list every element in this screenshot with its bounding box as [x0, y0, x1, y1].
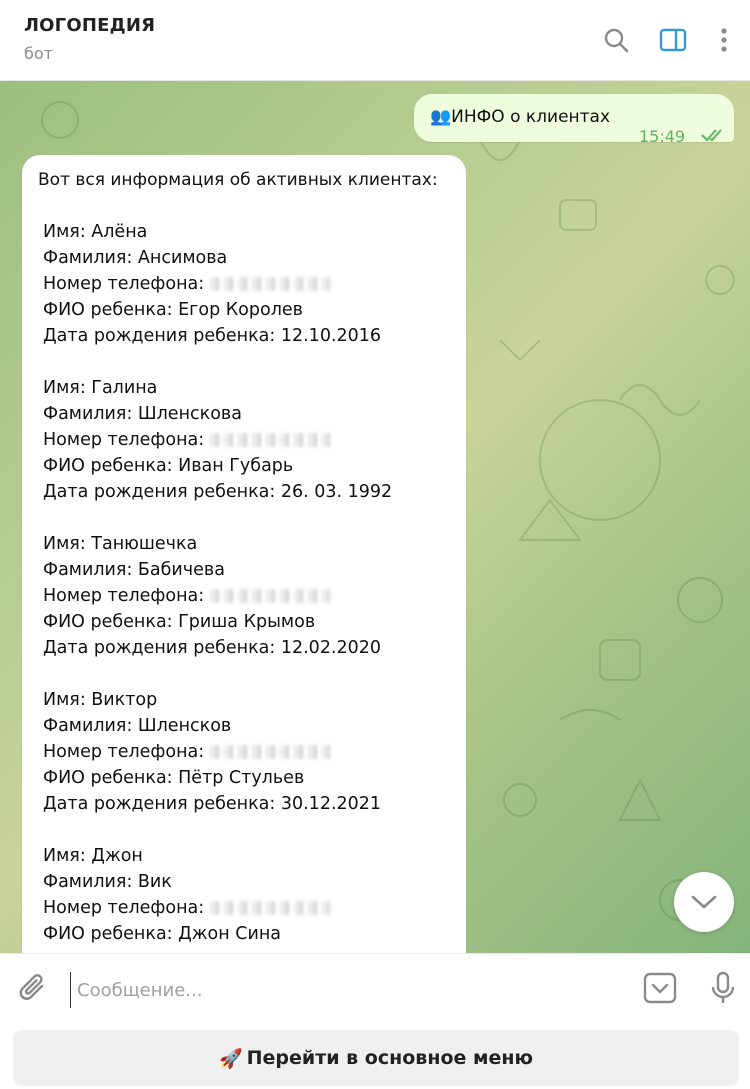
- client-surname: Фамилия: Шленсков: [43, 716, 232, 736]
- client-phone-row: [43, 895, 453, 921]
- client-record: [43, 843, 453, 947]
- chat-area[interactable]: [0, 80, 750, 953]
- chevron-down-icon: [690, 894, 718, 910]
- chat-title[interactable]: ЛОГОПЕДИЯ: [24, 15, 156, 36]
- masked-phone: [210, 433, 330, 447]
- scroll-down-button[interactable]: [674, 872, 734, 932]
- microphone-icon[interactable]: [708, 970, 738, 1010]
- client-phone-row: [43, 583, 453, 609]
- client-birthdate: Дата рождения ребенка: 12.10.2016: [43, 326, 382, 346]
- incoming-message[interactable]: [22, 155, 466, 953]
- outgoing-message[interactable]: [414, 94, 734, 146]
- client-phone-label: Номер телефона:: [43, 742, 205, 762]
- client-phone-label: Номер телефона:: [43, 586, 205, 606]
- client-name: Имя: Виктор: [43, 690, 158, 710]
- sidebar-toggle-icon[interactable]: [657, 24, 689, 56]
- main-menu-label: Перейти в основное меню: [246, 1047, 534, 1069]
- client-name: Имя: Джон: [43, 846, 143, 866]
- masked-phone: [210, 745, 330, 759]
- client-record: [43, 219, 453, 349]
- client-phone-label: Номер телефона:: [43, 274, 205, 294]
- client-name: Имя: Галина: [43, 378, 158, 398]
- client-surname: Фамилия: Ансимова: [43, 248, 228, 268]
- client-phone-row: [43, 271, 453, 297]
- client-record: [43, 531, 453, 661]
- client-child: ФИО ребенка: Егор Королев: [43, 300, 303, 320]
- people-emoji: 👥: [430, 107, 452, 127]
- client-birthdate: Дата рождения ребенка: 12.02.2020: [43, 638, 382, 658]
- chat-subtitle: бот: [24, 44, 53, 63]
- client-phone-row: [43, 739, 453, 765]
- keyboard-icon[interactable]: [642, 970, 678, 1010]
- client-birthdate: Дата рождения ребенка: 26. 03. 1992: [43, 482, 393, 502]
- client-name: Имя: Танюшечка: [43, 534, 198, 554]
- client-name: Имя: Алёна: [43, 222, 148, 242]
- message-input[interactable]: [70, 972, 619, 1008]
- main-menu-button[interactable]: [13, 1030, 739, 1086]
- masked-phone: [210, 277, 330, 291]
- client-record: [43, 687, 453, 817]
- client-birthdate: Дата рождения ребенка: 30.12.2021: [43, 794, 382, 814]
- client-surname: Фамилия: Шленскова: [43, 404, 242, 424]
- outgoing-message-label: ИНФО о клиентах: [451, 107, 611, 127]
- client-phone-row: [43, 427, 453, 453]
- client-phone-label: Номер телефона:: [43, 898, 205, 918]
- client-surname: Фамилия: Бабичева: [43, 560, 225, 580]
- search-icon[interactable]: [600, 24, 632, 56]
- client-child: ФИО ребенка: Джон Сина: [43, 924, 282, 944]
- message-composer: [0, 953, 750, 1024]
- client-child: ФИО ребенка: Пётр Стульев: [43, 768, 305, 788]
- rocket-emoji: 🚀: [218, 1047, 243, 1070]
- message-time: 15:49: [639, 127, 686, 146]
- bot-keyboard: [0, 1023, 750, 1089]
- masked-phone: [210, 589, 330, 603]
- chat-header: [0, 0, 750, 81]
- double-check-icon: [700, 127, 726, 147]
- client-phone-label: Номер телефона:: [43, 430, 205, 450]
- masked-phone: [210, 901, 330, 915]
- message-intro: Вот вся информация об активных клиентах:: [38, 170, 438, 190]
- client-child: ФИО ребенка: Иван Губарь: [43, 456, 294, 476]
- client-child: ФИО ребенка: Гриша Крымов: [43, 612, 316, 632]
- more-icon[interactable]: [708, 24, 740, 56]
- client-surname: Фамилия: Вик: [43, 872, 172, 892]
- outgoing-message-text: [430, 107, 610, 127]
- paperclip-icon[interactable]: [18, 972, 50, 1010]
- client-record: [43, 375, 453, 505]
